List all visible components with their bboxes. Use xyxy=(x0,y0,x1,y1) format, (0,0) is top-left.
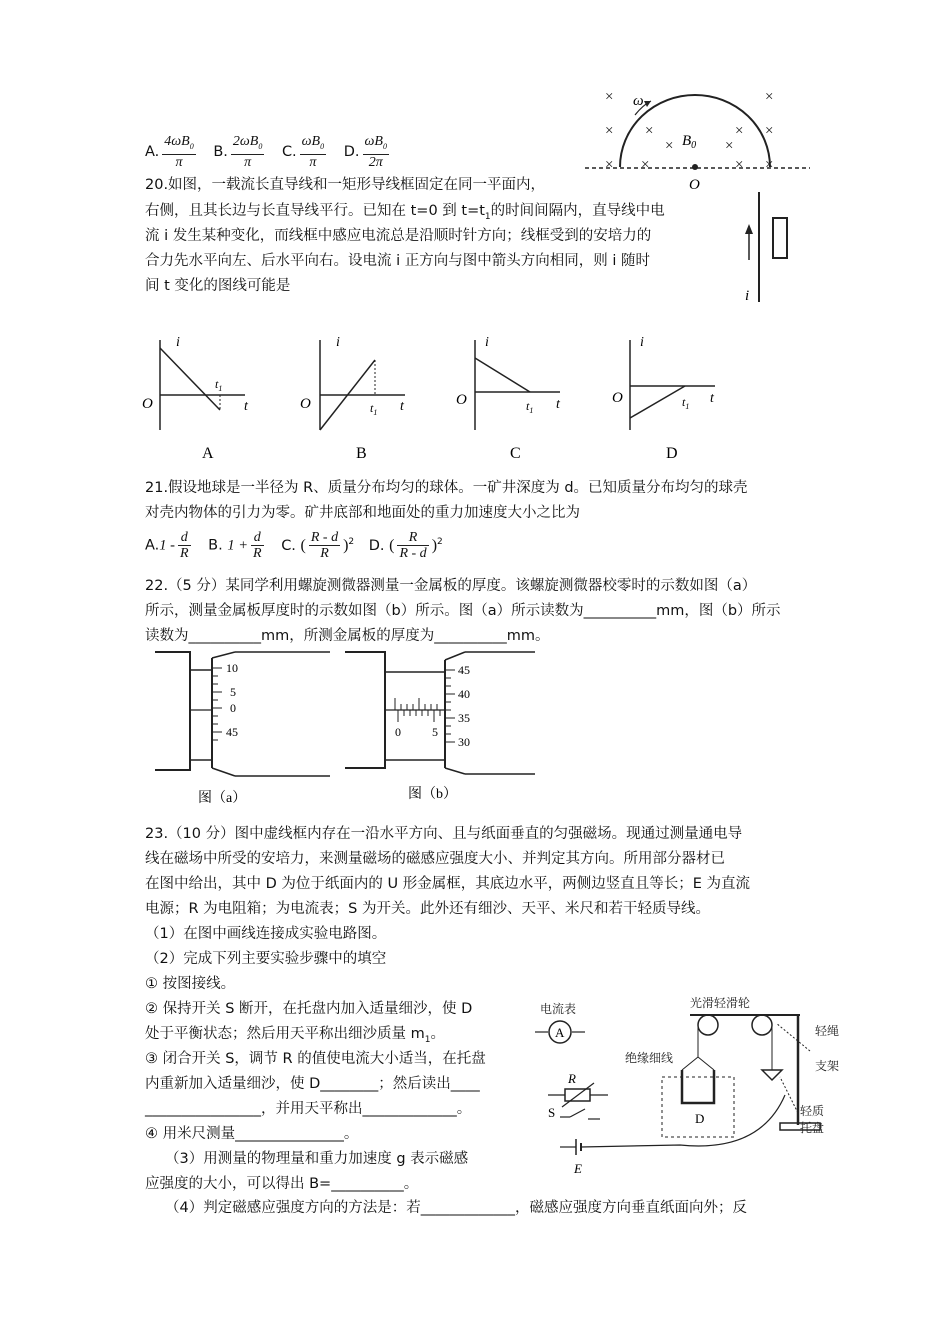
q22-line1: 22.（5 分）某同学利用螺旋测微器测量一金属板的厚度。该螺旋测微器校零时的示数如图（a） xyxy=(145,578,757,594)
svg-text:图（b）: 图（b） xyxy=(408,787,457,802)
q20-line3: 流 i 发生某种变化，而线框中感应电流总是沿顺时针方向；线框受到的安培力的 xyxy=(145,228,652,244)
svg-text:t1: $t_1$ xyxy=(526,399,534,415)
q19-options: A. $\frac{4\omega B_0}{\pi}$ B. $\frac{2\omega B_0}{\pi}$ C. $\frac{\omega B_0}{\pi}$ D. $\frac{\omega B_0}{2\pi}$ xyxy=(145,134,387,170)
svg-text:35: 35 xyxy=(458,711,470,725)
q21-options: A.1 - $\frac{d}{R}$ B. 1 + $\frac{d}{R}$ C. ( $\frac{R - d}{R}$ )$^2$ D. ( $\frac{R}{R - d}$ )$^2$ xyxy=(145,530,443,562)
svg-text:0: 0 xyxy=(230,701,236,715)
graph-b xyxy=(300,335,405,462)
svg-text:O: O xyxy=(612,390,623,406)
svg-text:A: A xyxy=(202,445,214,462)
svg-text:绝缘细线: 绝缘细线 xyxy=(625,1051,674,1065)
svg-text:0: 0 xyxy=(395,725,401,739)
fig20-wire-frame xyxy=(735,190,805,305)
cross-icon: × xyxy=(665,138,674,154)
svg-text:ω: ω xyxy=(633,93,644,109)
q23-s3b: 内重新加入适量细沙，使 D________；然后读出____ xyxy=(145,1076,480,1092)
svg-text:t1: $t_1$ xyxy=(682,395,690,411)
svg-text:10: 10 xyxy=(226,661,238,675)
cross-icon: × xyxy=(605,123,614,139)
cross-icon: × xyxy=(605,157,614,173)
svg-text:C: C xyxy=(510,445,521,462)
svg-text:D: D xyxy=(666,445,678,462)
q23-s2a: ② 保持开关 S 断开，在托盘内加入适量细沙，使 D xyxy=(145,1001,473,1017)
svg-text:A: A xyxy=(555,1025,565,1040)
q23-line3: 在图中给出，其中 D 为位于纸面内的 U 形金属框，其底边水平，两侧边竖直且等长；E 为直流 xyxy=(145,876,750,892)
svg-text:电流表: 电流表 xyxy=(540,1002,577,1016)
svg-text:O: O xyxy=(142,396,153,412)
svg-text:5: 5 xyxy=(230,685,236,699)
svg-text:O: O xyxy=(300,396,311,412)
svg-text:O: O xyxy=(456,392,467,408)
svg-text:D: D xyxy=(695,1111,705,1126)
cross-icon: × xyxy=(765,89,774,105)
svg-text:托盘: 托盘 xyxy=(800,1121,825,1135)
svg-text:图（a）: 图（a） xyxy=(198,791,247,806)
cross-icon: × xyxy=(725,138,734,154)
svg-text:t1: $t_1$ xyxy=(370,401,378,417)
q23-step1: （1）在图中画线连接成实验电路图。 xyxy=(145,926,387,942)
q20-graphs xyxy=(140,330,740,465)
svg-text:40: 40 xyxy=(458,687,470,701)
q20-line4: 合力先水平向左、后水平向右。设电流 i 正方向与图中箭头方向相同，则 i 随时 xyxy=(145,253,650,269)
graph-d xyxy=(612,335,715,462)
svg-text:O: O xyxy=(689,177,700,193)
svg-text:t: t xyxy=(556,397,560,412)
cross-icon: × xyxy=(765,123,774,139)
q21-line1: 21.假设地球是一半径为 R、质量分布均匀的球体。一矿井深度为 d。已知质量分布均匀的球壳 xyxy=(145,480,748,496)
q23-s2b: 处于平衡状态；然后用天平称出细沙质量 $m_1$。 xyxy=(145,1026,445,1045)
svg-text:E: E xyxy=(574,1161,582,1175)
graph-a xyxy=(142,335,249,462)
q20-line5: 间 t 变化的图线可能是 xyxy=(145,278,291,294)
cross-icon: × xyxy=(765,157,774,173)
svg-text:R: R xyxy=(568,1071,576,1086)
cross-icon: × xyxy=(735,123,744,139)
fig23-apparatus xyxy=(530,995,860,1175)
cross-icon: × xyxy=(605,89,614,105)
q23-s1: ① 按图接线。 xyxy=(145,976,236,992)
svg-text:支架: 支架 xyxy=(815,1059,840,1073)
svg-text:5: 5 xyxy=(432,725,438,739)
svg-text:45: 45 xyxy=(458,663,470,677)
q23-s3c: ________________，并用天平称出_____________。 xyxy=(145,1101,472,1117)
q23-s3a: ③ 闭合开关 S，调节 R 的值使电流大小适当，在托盘 xyxy=(145,1051,486,1067)
q22-line2: 所示，测量金属板厚度时的示数如图（b）所示。图（a）所示读数为__________mm，图（b）所示 xyxy=(145,603,781,619)
micrometer-a xyxy=(150,650,335,810)
q21-line2: 对壳内物体的引力为零。矿井底部和地面处的重力加速度大小之比为 xyxy=(145,505,580,521)
svg-text:S: S xyxy=(548,1105,556,1120)
svg-text:B: B xyxy=(356,445,367,462)
svg-text:轻绳: 轻绳 xyxy=(815,1024,840,1038)
svg-text:i: i xyxy=(745,288,750,304)
q23-s4: ④ 用米尺测量_______________。 xyxy=(145,1126,359,1142)
q23-step4: （4）判定磁感应强度方向的方法是：若_____________，磁感应强度方向垂直纸面向外；反 xyxy=(165,1200,747,1216)
q23-line4: 电源；R 为电阻箱；为电流表；S 为开关。此外还有细沙、天平、米尺和若干轻质导线。 xyxy=(145,901,710,917)
q23-line1: 23.（10 分）图中虚线框内存在一沿水平方向、且与纸面垂直的匀强磁场。现通过测量通电导 xyxy=(145,826,743,842)
svg-text:45: 45 xyxy=(226,725,238,739)
q22-line3: 读数为__________mm，所测金属板的厚度为__________mm。 xyxy=(145,628,550,644)
svg-text:i: i xyxy=(485,335,489,350)
cross-icon: × xyxy=(641,157,650,173)
micrometer-b xyxy=(340,650,540,810)
svg-text:t: t xyxy=(244,399,248,414)
svg-text:光滑轻滑轮: 光滑轻滑轮 xyxy=(690,996,751,1010)
cross-icon: × xyxy=(645,123,654,139)
svg-text:30: 30 xyxy=(458,735,470,749)
q23-line2: 线在磁场中所受的安培力，来测量磁场的磁感应强度大小、并判定其方向。所用部分器材已 xyxy=(145,851,725,867)
q23-step2: （2）完成下列主要实验步骤中的填空 xyxy=(145,951,387,967)
graph-c xyxy=(456,335,561,462)
svg-text:i: i xyxy=(336,335,340,350)
svg-text:i: i xyxy=(176,335,180,350)
q20-line1: 20.如图，一载流长直导线和一矩形导线框固定在同一平面内， xyxy=(145,177,546,193)
svg-text:轻质: 轻质 xyxy=(800,1104,825,1118)
fig19-semicircle xyxy=(585,85,810,195)
svg-text:i: i xyxy=(640,335,644,350)
q20-line2: 右侧，且其长边与长直导线平行。已知在 t=0 到 $t=t_1$的时间间隔内，直导线中电 xyxy=(145,203,665,222)
svg-text:B0: $B_0$ xyxy=(682,133,697,151)
svg-text:t: t xyxy=(710,391,714,406)
q23-step3b: 应强度的大小，可以得出 B=__________。 xyxy=(145,1176,419,1192)
cross-icon: × xyxy=(735,157,744,173)
q23-step3a: （3）用测量的物理量和重力加速度 g 表示磁感 xyxy=(165,1151,469,1167)
svg-text:t1: $t_1$ xyxy=(215,377,223,393)
svg-text:t: t xyxy=(400,399,404,414)
